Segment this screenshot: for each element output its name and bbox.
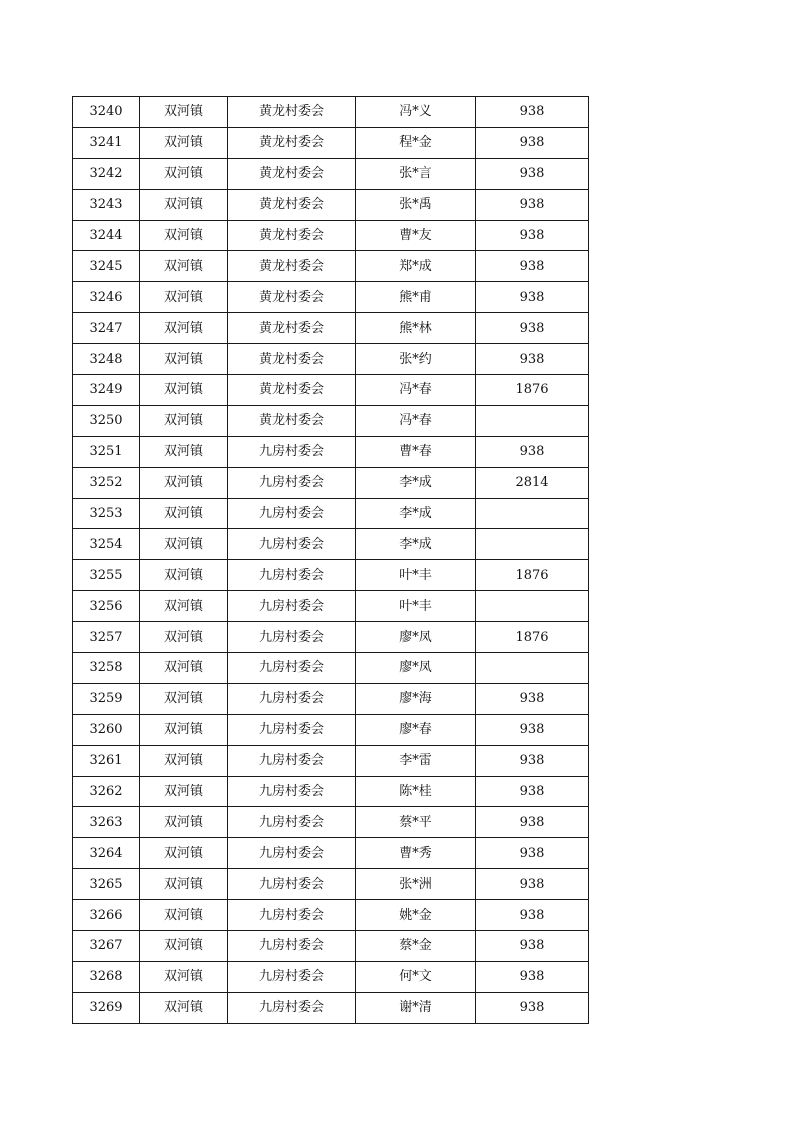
village-committee-cell: 九房村委会	[228, 992, 356, 1023]
amount-cell: 938	[476, 714, 589, 745]
table-row	[73, 961, 589, 992]
amount-cell: 938	[476, 189, 589, 220]
table-row	[73, 282, 589, 313]
amount-cell: 938	[476, 776, 589, 807]
person-name-cell: 何*文	[356, 961, 476, 992]
person-name-cell: 蔡*平	[356, 807, 476, 838]
amount-cell: 938	[476, 961, 589, 992]
table-row	[73, 900, 589, 931]
person-name-cell: 姚*金	[356, 900, 476, 931]
town-cell: 双河镇	[140, 900, 228, 931]
person-name-cell: 张*禹	[356, 189, 476, 220]
amount-cell: 938	[476, 931, 589, 962]
town-cell: 双河镇	[140, 683, 228, 714]
village-committee-cell: 九房村委会	[228, 467, 356, 498]
table-row	[73, 776, 589, 807]
row-number-cell: 3247	[73, 313, 140, 344]
town-cell: 双河镇	[140, 622, 228, 653]
person-name-cell: 曹*春	[356, 436, 476, 467]
village-committee-cell: 黄龙村委会	[228, 282, 356, 313]
row-number-cell: 3265	[73, 869, 140, 900]
row-number-cell: 3253	[73, 498, 140, 529]
person-name-cell: 冯*春	[356, 405, 476, 436]
amount-cell: 938	[476, 344, 589, 375]
row-number-cell: 3258	[73, 653, 140, 684]
table-row	[73, 653, 589, 684]
person-name-cell: 叶*丰	[356, 591, 476, 622]
village-committee-cell: 九房村委会	[228, 683, 356, 714]
amount-cell: 2814	[476, 467, 589, 498]
person-name-cell: 廖*凤	[356, 653, 476, 684]
person-name-cell: 冯*春	[356, 375, 476, 406]
table-row	[73, 683, 589, 714]
village-committee-cell: 黄龙村委会	[228, 189, 356, 220]
person-name-cell: 李*成	[356, 467, 476, 498]
table-row	[73, 560, 589, 591]
row-number-cell: 3252	[73, 467, 140, 498]
amount-cell	[476, 498, 589, 529]
table-row	[73, 622, 589, 653]
row-number-cell: 3251	[73, 436, 140, 467]
town-cell: 双河镇	[140, 776, 228, 807]
town-cell: 双河镇	[140, 344, 228, 375]
amount-cell: 938	[476, 251, 589, 282]
amount-cell: 938	[476, 313, 589, 344]
village-committee-cell: 九房村委会	[228, 560, 356, 591]
village-committee-cell: 黄龙村委会	[228, 127, 356, 158]
village-committee-cell: 九房村委会	[228, 591, 356, 622]
person-name-cell: 曹*秀	[356, 838, 476, 869]
amount-cell: 938	[476, 807, 589, 838]
table-row	[73, 158, 589, 189]
town-cell: 双河镇	[140, 838, 228, 869]
village-committee-cell: 九房村委会	[228, 807, 356, 838]
person-name-cell: 郑*成	[356, 251, 476, 282]
table-row	[73, 344, 589, 375]
table-row	[73, 931, 589, 962]
amount-cell: 938	[476, 745, 589, 776]
table-row	[73, 529, 589, 560]
village-committee-cell: 黄龙村委会	[228, 158, 356, 189]
amount-cell: 1876	[476, 560, 589, 591]
amount-cell: 938	[476, 282, 589, 313]
roster-table-body	[73, 97, 589, 1024]
amount-cell	[476, 529, 589, 560]
person-name-cell: 蔡*金	[356, 931, 476, 962]
person-name-cell: 程*金	[356, 127, 476, 158]
person-name-cell: 谢*清	[356, 992, 476, 1023]
table-row	[73, 436, 589, 467]
person-name-cell: 李*雷	[356, 745, 476, 776]
row-number-cell: 3254	[73, 529, 140, 560]
table-row	[73, 375, 589, 406]
town-cell: 双河镇	[140, 436, 228, 467]
row-number-cell: 3256	[73, 591, 140, 622]
row-number-cell: 3268	[73, 961, 140, 992]
row-number-cell: 3269	[73, 992, 140, 1023]
amount-cell: 938	[476, 97, 589, 128]
table-row	[73, 714, 589, 745]
amount-cell: 1876	[476, 375, 589, 406]
amount-cell: 938	[476, 992, 589, 1023]
table-row	[73, 745, 589, 776]
amount-cell: 938	[476, 900, 589, 931]
person-name-cell: 廖*春	[356, 714, 476, 745]
table-row	[73, 220, 589, 251]
amount-cell: 938	[476, 436, 589, 467]
town-cell: 双河镇	[140, 653, 228, 684]
roster-table	[72, 96, 589, 1024]
town-cell: 双河镇	[140, 251, 228, 282]
town-cell: 双河镇	[140, 529, 228, 560]
village-committee-cell: 九房村委会	[228, 776, 356, 807]
person-name-cell: 曹*友	[356, 220, 476, 251]
row-number-cell: 3257	[73, 622, 140, 653]
village-committee-cell: 黄龙村委会	[228, 405, 356, 436]
village-committee-cell: 黄龙村委会	[228, 97, 356, 128]
town-cell: 双河镇	[140, 375, 228, 406]
village-committee-cell: 九房村委会	[228, 622, 356, 653]
village-committee-cell: 九房村委会	[228, 869, 356, 900]
person-name-cell: 廖*凤	[356, 622, 476, 653]
table-row	[73, 251, 589, 282]
village-committee-cell: 九房村委会	[228, 931, 356, 962]
town-cell: 双河镇	[140, 869, 228, 900]
row-number-cell: 3245	[73, 251, 140, 282]
amount-cell: 938	[476, 869, 589, 900]
town-cell: 双河镇	[140, 931, 228, 962]
person-name-cell: 李*成	[356, 498, 476, 529]
village-committee-cell: 九房村委会	[228, 714, 356, 745]
town-cell: 双河镇	[140, 467, 228, 498]
town-cell: 双河镇	[140, 189, 228, 220]
town-cell: 双河镇	[140, 498, 228, 529]
amount-cell: 938	[476, 158, 589, 189]
person-name-cell: 张*洲	[356, 869, 476, 900]
town-cell: 双河镇	[140, 807, 228, 838]
person-name-cell: 李*成	[356, 529, 476, 560]
row-number-cell: 3261	[73, 745, 140, 776]
town-cell: 双河镇	[140, 714, 228, 745]
village-committee-cell: 九房村委会	[228, 900, 356, 931]
town-cell: 双河镇	[140, 220, 228, 251]
amount-cell	[476, 405, 589, 436]
table-row	[73, 313, 589, 344]
amount-cell	[476, 653, 589, 684]
amount-cell: 938	[476, 220, 589, 251]
amount-cell: 938	[476, 127, 589, 158]
row-number-cell: 3267	[73, 931, 140, 962]
table-row	[73, 467, 589, 498]
table-row	[73, 838, 589, 869]
table-row	[73, 405, 589, 436]
table-row	[73, 591, 589, 622]
person-name-cell: 张*言	[356, 158, 476, 189]
table-row	[73, 189, 589, 220]
town-cell: 双河镇	[140, 127, 228, 158]
table-row	[73, 992, 589, 1023]
town-cell: 双河镇	[140, 313, 228, 344]
row-number-cell: 3255	[73, 560, 140, 591]
town-cell: 双河镇	[140, 961, 228, 992]
person-name-cell: 熊*甫	[356, 282, 476, 313]
village-committee-cell: 黄龙村委会	[228, 251, 356, 282]
town-cell: 双河镇	[140, 745, 228, 776]
town-cell: 双河镇	[140, 97, 228, 128]
town-cell: 双河镇	[140, 591, 228, 622]
table-row	[73, 127, 589, 158]
amount-cell: 938	[476, 838, 589, 869]
person-name-cell: 陈*桂	[356, 776, 476, 807]
row-number-cell: 3266	[73, 900, 140, 931]
village-committee-cell: 黄龙村委会	[228, 344, 356, 375]
town-cell: 双河镇	[140, 282, 228, 313]
table-row	[73, 97, 589, 128]
village-committee-cell: 九房村委会	[228, 838, 356, 869]
row-number-cell: 3240	[73, 97, 140, 128]
village-committee-cell: 黄龙村委会	[228, 313, 356, 344]
row-number-cell: 3246	[73, 282, 140, 313]
village-committee-cell: 九房村委会	[228, 436, 356, 467]
row-number-cell: 3244	[73, 220, 140, 251]
village-committee-cell: 九房村委会	[228, 653, 356, 684]
row-number-cell: 3250	[73, 405, 140, 436]
village-committee-cell: 黄龙村委会	[228, 220, 356, 251]
town-cell: 双河镇	[140, 405, 228, 436]
village-committee-cell: 九房村委会	[228, 961, 356, 992]
row-number-cell: 3260	[73, 714, 140, 745]
town-cell: 双河镇	[140, 158, 228, 189]
table-row	[73, 869, 589, 900]
amount-cell	[476, 591, 589, 622]
person-name-cell: 叶*丰	[356, 560, 476, 591]
row-number-cell: 3264	[73, 838, 140, 869]
row-number-cell: 3263	[73, 807, 140, 838]
row-number-cell: 3262	[73, 776, 140, 807]
village-committee-cell: 九房村委会	[228, 498, 356, 529]
person-name-cell: 廖*海	[356, 683, 476, 714]
village-committee-cell: 九房村委会	[228, 529, 356, 560]
village-committee-cell: 黄龙村委会	[228, 375, 356, 406]
town-cell: 双河镇	[140, 992, 228, 1023]
row-number-cell: 3249	[73, 375, 140, 406]
row-number-cell: 3241	[73, 127, 140, 158]
amount-cell: 938	[476, 683, 589, 714]
person-name-cell: 张*约	[356, 344, 476, 375]
person-name-cell: 冯*义	[356, 97, 476, 128]
village-committee-cell: 九房村委会	[228, 745, 356, 776]
table-row	[73, 498, 589, 529]
person-name-cell: 熊*林	[356, 313, 476, 344]
town-cell: 双河镇	[140, 560, 228, 591]
amount-cell: 1876	[476, 622, 589, 653]
row-number-cell: 3242	[73, 158, 140, 189]
row-number-cell: 3259	[73, 683, 140, 714]
row-number-cell: 3248	[73, 344, 140, 375]
table-row	[73, 807, 589, 838]
row-number-cell: 3243	[73, 189, 140, 220]
